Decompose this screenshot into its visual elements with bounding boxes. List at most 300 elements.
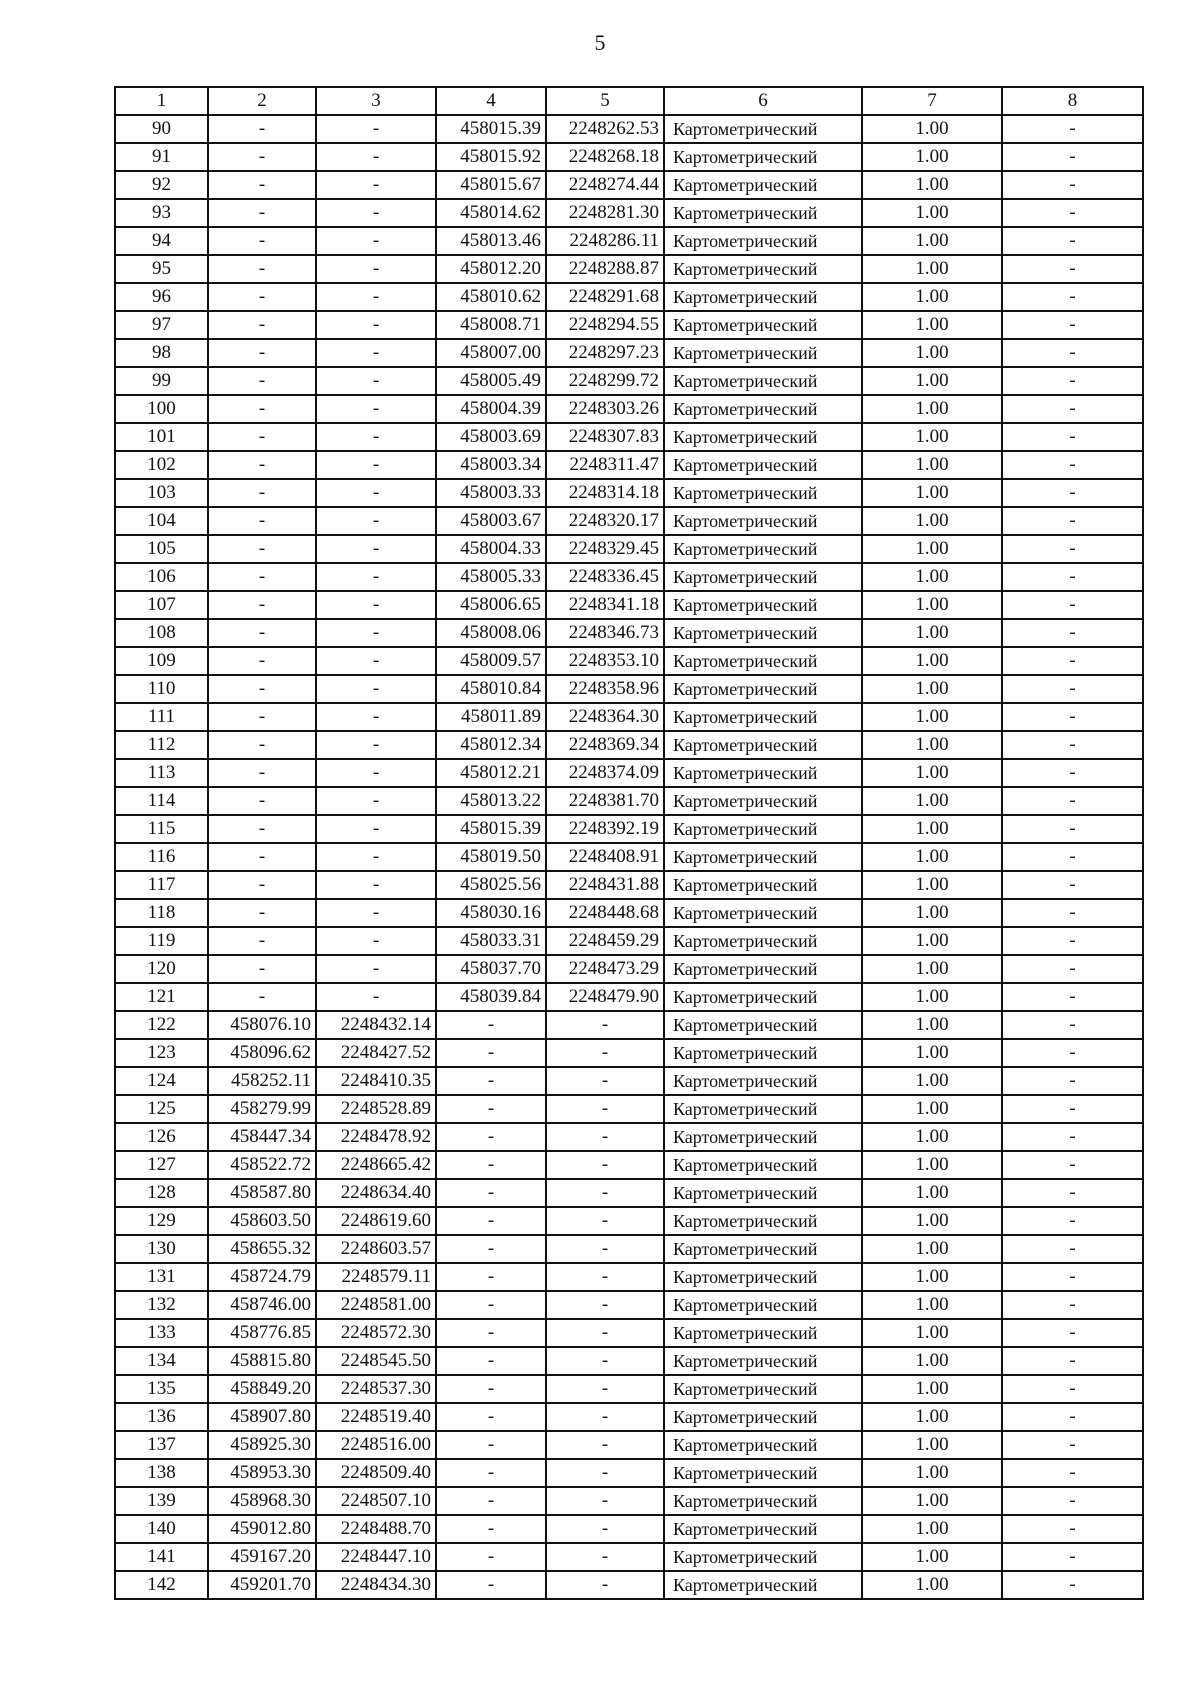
table-row <box>115 591 1143 619</box>
y-new-cell: - <box>546 1347 664 1375</box>
method-cell: Картометрический <box>664 339 862 367</box>
y-new-cell: - <box>546 1123 664 1151</box>
accuracy-cell: 1.00 <box>862 1347 1002 1375</box>
table-row <box>115 479 1143 507</box>
y-new-cell: - <box>546 1039 664 1067</box>
description-cell: - <box>1002 1403 1143 1431</box>
accuracy-cell: 1.00 <box>862 1039 1002 1067</box>
accuracy-cell: 1.00 <box>862 255 1002 283</box>
accuracy-cell: 1.00 <box>862 871 1002 899</box>
method-cell: Картометрический <box>664 1487 862 1515</box>
x-new-cell: - <box>436 1207 546 1235</box>
y-new-cell: 2248459.29 <box>546 927 664 955</box>
method-cell: Картометрический <box>664 787 862 815</box>
method-cell: Картометрический <box>664 1123 862 1151</box>
x-new-cell: 458004.33 <box>436 535 546 563</box>
y-existing-cell: - <box>316 647 436 675</box>
x-existing-cell: 458096.62 <box>208 1039 316 1067</box>
table-row <box>115 1431 1143 1459</box>
x-new-cell: - <box>436 1459 546 1487</box>
point-number-cell: 110 <box>115 675 208 703</box>
point-number-cell: 121 <box>115 983 208 1011</box>
description-cell: - <box>1002 507 1143 535</box>
accuracy-cell: 1.00 <box>862 563 1002 591</box>
x-existing-cell: 458522.72 <box>208 1151 316 1179</box>
x-new-cell: 458019.50 <box>436 843 546 871</box>
description-cell: - <box>1002 367 1143 395</box>
point-number-cell: 118 <box>115 899 208 927</box>
description-cell: - <box>1002 395 1143 423</box>
table-row <box>115 1095 1143 1123</box>
x-existing-cell: - <box>208 227 316 255</box>
point-number-cell: 91 <box>115 143 208 171</box>
x-new-cell: 458012.21 <box>436 759 546 787</box>
x-existing-cell: 458815.80 <box>208 1347 316 1375</box>
accuracy-cell: 1.00 <box>862 815 1002 843</box>
y-existing-cell: - <box>316 927 436 955</box>
table-row <box>115 1375 1143 1403</box>
point-number-cell: 102 <box>115 451 208 479</box>
table-row <box>115 983 1143 1011</box>
x-existing-cell: - <box>208 927 316 955</box>
x-new-cell: 458011.89 <box>436 703 546 731</box>
method-cell: Картометрический <box>664 451 862 479</box>
y-new-cell: 2248314.18 <box>546 479 664 507</box>
accuracy-cell: 1.00 <box>862 143 1002 171</box>
point-number-cell: 122 <box>115 1011 208 1039</box>
x-existing-cell: 458447.34 <box>208 1123 316 1151</box>
x-new-cell: 458010.84 <box>436 675 546 703</box>
y-new-cell: 2248381.70 <box>546 787 664 815</box>
point-number-cell: 120 <box>115 955 208 983</box>
method-cell: Картометрический <box>664 843 862 871</box>
point-number-cell: 112 <box>115 731 208 759</box>
y-new-cell: 2248358.96 <box>546 675 664 703</box>
method-cell: Картометрический <box>664 1319 862 1347</box>
method-cell: Картометрический <box>664 1291 862 1319</box>
point-number-cell: 135 <box>115 1375 208 1403</box>
x-new-cell: 458007.00 <box>436 339 546 367</box>
y-existing-cell: - <box>316 535 436 563</box>
table-row <box>115 843 1143 871</box>
method-cell: Картометрический <box>664 563 862 591</box>
description-cell: - <box>1002 1487 1143 1515</box>
method-cell: Картометрический <box>664 1151 862 1179</box>
table-row <box>115 367 1143 395</box>
point-number-cell: 116 <box>115 843 208 871</box>
y-new-cell: 2248297.23 <box>546 339 664 367</box>
y-existing-cell: - <box>316 983 436 1011</box>
table-row <box>115 115 1143 143</box>
y-new-cell: - <box>546 1207 664 1235</box>
x-existing-cell: 458655.32 <box>208 1235 316 1263</box>
x-existing-cell: - <box>208 311 316 339</box>
table-row <box>115 339 1143 367</box>
point-number-cell: 138 <box>115 1459 208 1487</box>
method-cell: Картометрический <box>664 1459 862 1487</box>
point-number-cell: 141 <box>115 1543 208 1571</box>
point-number-cell: 103 <box>115 479 208 507</box>
y-existing-cell: 2248427.52 <box>316 1039 436 1067</box>
point-number-cell: 107 <box>115 591 208 619</box>
y-new-cell: 2248307.83 <box>546 423 664 451</box>
x-new-cell: - <box>436 1235 546 1263</box>
y-existing-cell: - <box>316 759 436 787</box>
y-new-cell: 2248294.55 <box>546 311 664 339</box>
y-existing-cell: 2248603.57 <box>316 1235 436 1263</box>
y-new-cell: 2248341.18 <box>546 591 664 619</box>
x-existing-cell: 458587.80 <box>208 1179 316 1207</box>
y-existing-cell: - <box>316 507 436 535</box>
y-existing-cell: 2248410.35 <box>316 1067 436 1095</box>
description-cell: - <box>1002 1291 1143 1319</box>
point-number-cell: 124 <box>115 1067 208 1095</box>
table-row <box>115 899 1143 927</box>
y-new-cell: - <box>546 1095 664 1123</box>
accuracy-cell: 1.00 <box>862 115 1002 143</box>
column-header: 5 <box>546 87 664 115</box>
table-row <box>115 619 1143 647</box>
x-existing-cell: - <box>208 507 316 535</box>
point-number-cell: 140 <box>115 1515 208 1543</box>
x-existing-cell: 458724.79 <box>208 1263 316 1291</box>
method-cell: Картометрический <box>664 1403 862 1431</box>
method-cell: Картометрический <box>664 927 862 955</box>
point-number-cell: 108 <box>115 619 208 647</box>
description-cell: - <box>1002 479 1143 507</box>
x-existing-cell: - <box>208 675 316 703</box>
description-cell: - <box>1002 703 1143 731</box>
x-new-cell: - <box>436 1375 546 1403</box>
table-row <box>115 955 1143 983</box>
method-cell: Картометрический <box>664 311 862 339</box>
point-number-cell: 129 <box>115 1207 208 1235</box>
accuracy-cell: 1.00 <box>862 1095 1002 1123</box>
accuracy-cell: 1.00 <box>862 171 1002 199</box>
method-cell: Картометрический <box>664 1543 862 1571</box>
accuracy-cell: 1.00 <box>862 731 1002 759</box>
accuracy-cell: 1.00 <box>862 423 1002 451</box>
y-new-cell: 2248479.90 <box>546 983 664 1011</box>
accuracy-cell: 1.00 <box>862 535 1002 563</box>
y-existing-cell: - <box>316 115 436 143</box>
x-new-cell: - <box>436 1319 546 1347</box>
y-new-cell: 2248274.44 <box>546 171 664 199</box>
table-row <box>115 1403 1143 1431</box>
x-new-cell: 458025.56 <box>436 871 546 899</box>
method-cell: Картометрический <box>664 255 862 283</box>
x-new-cell: 458037.70 <box>436 955 546 983</box>
accuracy-cell: 1.00 <box>862 1319 1002 1347</box>
coordinates-table <box>114 86 1144 1600</box>
y-existing-cell: 2248478.92 <box>316 1123 436 1151</box>
accuracy-cell: 1.00 <box>862 479 1002 507</box>
description-cell: - <box>1002 899 1143 927</box>
x-existing-cell: - <box>208 143 316 171</box>
table-row <box>115 1291 1143 1319</box>
y-new-cell: - <box>546 1487 664 1515</box>
accuracy-cell: 1.00 <box>862 1431 1002 1459</box>
y-existing-cell: 2248507.10 <box>316 1487 436 1515</box>
table-row <box>115 535 1143 563</box>
table-row <box>115 507 1143 535</box>
method-cell: Картометрический <box>664 535 862 563</box>
table-row <box>115 1179 1143 1207</box>
x-new-cell: 458006.65 <box>436 591 546 619</box>
column-header: 6 <box>664 87 862 115</box>
x-existing-cell: 458076.10 <box>208 1011 316 1039</box>
accuracy-cell: 1.00 <box>862 199 1002 227</box>
table-row <box>115 1543 1143 1571</box>
x-new-cell: - <box>436 1263 546 1291</box>
method-cell: Картометрический <box>664 507 862 535</box>
point-number-cell: 104 <box>115 507 208 535</box>
table-row <box>115 1123 1143 1151</box>
method-cell: Картометрический <box>664 759 862 787</box>
x-existing-cell: - <box>208 647 316 675</box>
x-existing-cell: - <box>208 759 316 787</box>
x-new-cell: - <box>436 1403 546 1431</box>
x-existing-cell: - <box>208 983 316 1011</box>
description-cell: - <box>1002 675 1143 703</box>
x-new-cell: 458012.34 <box>436 731 546 759</box>
description-cell: - <box>1002 731 1143 759</box>
description-cell: - <box>1002 1571 1143 1599</box>
description-cell: - <box>1002 1431 1143 1459</box>
description-cell: - <box>1002 591 1143 619</box>
page-number: 5 <box>594 30 606 55</box>
description-cell: - <box>1002 647 1143 675</box>
x-new-cell: - <box>436 1151 546 1179</box>
description-cell: - <box>1002 1319 1143 1347</box>
y-new-cell: 2248392.19 <box>546 815 664 843</box>
description-cell: - <box>1002 787 1143 815</box>
accuracy-cell: 1.00 <box>862 983 1002 1011</box>
x-new-cell: 458012.20 <box>436 255 546 283</box>
x-new-cell: 458005.33 <box>436 563 546 591</box>
y-new-cell: - <box>546 1431 664 1459</box>
accuracy-cell: 1.00 <box>862 1459 1002 1487</box>
x-new-cell: 458004.39 <box>436 395 546 423</box>
accuracy-cell: 1.00 <box>862 1179 1002 1207</box>
x-new-cell: 458030.16 <box>436 899 546 927</box>
description-cell: - <box>1002 1375 1143 1403</box>
accuracy-cell: 1.00 <box>862 1011 1002 1039</box>
y-new-cell: 2248431.88 <box>546 871 664 899</box>
x-new-cell: - <box>436 1067 546 1095</box>
method-cell: Картометрический <box>664 1011 862 1039</box>
y-new-cell: 2248288.87 <box>546 255 664 283</box>
table-row <box>115 311 1143 339</box>
x-new-cell: 458015.92 <box>436 143 546 171</box>
x-existing-cell: 458776.85 <box>208 1319 316 1347</box>
table-row <box>115 1487 1143 1515</box>
x-existing-cell: 458849.20 <box>208 1375 316 1403</box>
point-number-cell: 127 <box>115 1151 208 1179</box>
method-cell: Картометрический <box>664 395 862 423</box>
y-new-cell: 2248329.45 <box>546 535 664 563</box>
x-new-cell: 458010.62 <box>436 283 546 311</box>
description-cell: - <box>1002 451 1143 479</box>
x-existing-cell: - <box>208 619 316 647</box>
description-cell: - <box>1002 1039 1143 1067</box>
method-cell: Картометрический <box>664 423 862 451</box>
description-cell: - <box>1002 563 1143 591</box>
table-row <box>115 647 1143 675</box>
x-new-cell: - <box>436 1347 546 1375</box>
y-new-cell: - <box>546 1459 664 1487</box>
method-cell: Картометрический <box>664 675 862 703</box>
description-cell: - <box>1002 339 1143 367</box>
y-new-cell: - <box>546 1011 664 1039</box>
y-new-cell: 2248336.45 <box>546 563 664 591</box>
accuracy-cell: 1.00 <box>862 1543 1002 1571</box>
table-row <box>115 199 1143 227</box>
x-new-cell: - <box>436 1487 546 1515</box>
x-new-cell: 458008.71 <box>436 311 546 339</box>
accuracy-cell: 1.00 <box>862 227 1002 255</box>
y-existing-cell: 2248509.40 <box>316 1459 436 1487</box>
y-new-cell: 2248299.72 <box>546 367 664 395</box>
y-existing-cell: - <box>316 451 436 479</box>
x-existing-cell: - <box>208 479 316 507</box>
y-new-cell: 2248408.91 <box>546 843 664 871</box>
x-new-cell: - <box>436 1123 546 1151</box>
x-new-cell: 458008.06 <box>436 619 546 647</box>
y-existing-cell: 2248572.30 <box>316 1319 436 1347</box>
table-row <box>115 1571 1143 1599</box>
y-new-cell: - <box>546 1235 664 1263</box>
x-existing-cell: 459012.80 <box>208 1515 316 1543</box>
x-new-cell: 458003.69 <box>436 423 546 451</box>
point-number-cell: 115 <box>115 815 208 843</box>
column-header: 4 <box>436 87 546 115</box>
accuracy-cell: 1.00 <box>862 1067 1002 1095</box>
accuracy-cell: 1.00 <box>862 507 1002 535</box>
method-cell: Картометрический <box>664 1431 862 1459</box>
accuracy-cell: 1.00 <box>862 1291 1002 1319</box>
table-row <box>115 759 1143 787</box>
method-cell: Картометрический <box>664 1571 862 1599</box>
method-cell: Картометрический <box>664 703 862 731</box>
point-number-cell: 93 <box>115 199 208 227</box>
method-cell: Картометрический <box>664 227 862 255</box>
column-header: 1 <box>115 87 208 115</box>
table-row <box>115 1347 1143 1375</box>
x-existing-cell: - <box>208 871 316 899</box>
table-body <box>115 115 1143 1599</box>
method-cell: Картометрический <box>664 619 862 647</box>
description-cell: - <box>1002 1207 1143 1235</box>
point-number-cell: 137 <box>115 1431 208 1459</box>
x-new-cell: - <box>436 1431 546 1459</box>
point-number-cell: 96 <box>115 283 208 311</box>
table-row <box>115 143 1143 171</box>
x-new-cell: 458005.49 <box>436 367 546 395</box>
x-existing-cell: - <box>208 815 316 843</box>
accuracy-cell: 1.00 <box>862 1151 1002 1179</box>
x-new-cell: - <box>436 1095 546 1123</box>
method-cell: Картометрический <box>664 171 862 199</box>
method-cell: Картометрический <box>664 143 862 171</box>
x-new-cell: 458015.39 <box>436 815 546 843</box>
y-existing-cell: 2248519.40 <box>316 1403 436 1431</box>
x-existing-cell: - <box>208 367 316 395</box>
table-row <box>115 1515 1143 1543</box>
x-new-cell: 458013.46 <box>436 227 546 255</box>
description-cell: - <box>1002 843 1143 871</box>
y-existing-cell: 2248447.10 <box>316 1543 436 1571</box>
table-row <box>115 815 1143 843</box>
point-number-cell: 132 <box>115 1291 208 1319</box>
y-existing-cell: - <box>316 675 436 703</box>
x-new-cell: 458003.67 <box>436 507 546 535</box>
point-number-cell: 98 <box>115 339 208 367</box>
accuracy-cell: 1.00 <box>862 591 1002 619</box>
description-cell: - <box>1002 1151 1143 1179</box>
point-number-cell: 142 <box>115 1571 208 1599</box>
column-header: 7 <box>862 87 1002 115</box>
x-existing-cell: - <box>208 843 316 871</box>
method-cell: Картометрический <box>664 591 862 619</box>
y-existing-cell: - <box>316 563 436 591</box>
method-cell: Картометрический <box>664 1095 862 1123</box>
description-cell: - <box>1002 1067 1143 1095</box>
point-number-cell: 95 <box>115 255 208 283</box>
x-existing-cell: 458746.00 <box>208 1291 316 1319</box>
x-existing-cell: - <box>208 339 316 367</box>
x-existing-cell: - <box>208 787 316 815</box>
description-cell: - <box>1002 815 1143 843</box>
accuracy-cell: 1.00 <box>862 339 1002 367</box>
y-new-cell: 2248311.47 <box>546 451 664 479</box>
x-existing-cell: - <box>208 115 316 143</box>
table-row <box>115 1151 1143 1179</box>
x-new-cell: 458015.39 <box>436 115 546 143</box>
table-row <box>115 927 1143 955</box>
y-existing-cell: - <box>316 255 436 283</box>
y-new-cell: 2248346.73 <box>546 619 664 647</box>
point-number-cell: 123 <box>115 1039 208 1067</box>
point-number-cell: 106 <box>115 563 208 591</box>
description-cell: - <box>1002 423 1143 451</box>
y-new-cell: 2248286.11 <box>546 227 664 255</box>
description-cell: - <box>1002 759 1143 787</box>
point-number-cell: 90 <box>115 115 208 143</box>
method-cell: Картометрический <box>664 367 862 395</box>
x-existing-cell: - <box>208 535 316 563</box>
method-cell: Картометрический <box>664 871 862 899</box>
y-existing-cell: - <box>316 367 436 395</box>
description-cell: - <box>1002 1095 1143 1123</box>
y-new-cell: 2248320.17 <box>546 507 664 535</box>
table-row <box>115 1235 1143 1263</box>
x-new-cell: 458003.34 <box>436 451 546 479</box>
x-existing-cell: - <box>208 563 316 591</box>
accuracy-cell: 1.00 <box>862 619 1002 647</box>
y-existing-cell: 2248545.50 <box>316 1347 436 1375</box>
method-cell: Картометрический <box>664 647 862 675</box>
x-new-cell: 458033.31 <box>436 927 546 955</box>
accuracy-cell: 1.00 <box>862 703 1002 731</box>
method-cell: Картометрический <box>664 283 862 311</box>
method-cell: Картометрический <box>664 815 862 843</box>
x-existing-cell: 458279.99 <box>208 1095 316 1123</box>
y-new-cell: 2248364.30 <box>546 703 664 731</box>
y-new-cell: - <box>546 1067 664 1095</box>
point-number-cell: 113 <box>115 759 208 787</box>
x-existing-cell: - <box>208 731 316 759</box>
